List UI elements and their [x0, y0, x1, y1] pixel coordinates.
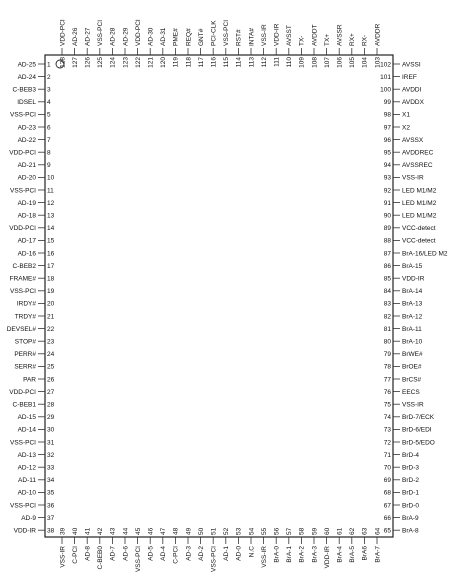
- right-pin-98-number: 98: [383, 111, 391, 119]
- top-pin-105-label: RX+: [349, 33, 357, 46]
- right-pin-99-label: AVDDX: [402, 99, 424, 107]
- top-pin-122-label: VDD-PCI: [134, 19, 142, 46]
- right-pin-101-number: 101: [380, 73, 391, 81]
- bottom-pin-59-label: BrA-3: [311, 546, 319, 563]
- left-pin-17-label: C-BEB2: [12, 262, 36, 270]
- bottom-pin-40-number: 40: [71, 527, 79, 535]
- top-pin-124-label: AD-28: [109, 27, 117, 46]
- right-pin-86-number: 86: [383, 262, 391, 270]
- bottom-pin-41-label: AD-8: [84, 546, 92, 561]
- left-pin-9-label: AD-21: [17, 162, 36, 170]
- top-pin-111-number: 111: [273, 57, 281, 67]
- bottom-pin-49-number: 49: [185, 527, 193, 535]
- right-pin-73-number: 73: [383, 426, 391, 434]
- bottom-pin-62-number: 62: [349, 527, 357, 535]
- right-pin-75-number: 75: [383, 401, 391, 409]
- right-pin-98-label: X1: [402, 111, 410, 119]
- bottom-pin-63-label: BrA6: [361, 546, 369, 561]
- top-pin-104-number: 104: [361, 57, 369, 68]
- top-pin-124-number: 124: [109, 57, 117, 68]
- left-pin-34-label: AD-11: [18, 477, 36, 485]
- right-pin-67-number: 67: [383, 502, 391, 510]
- bottom-pin-64-label: BrA-7: [374, 546, 382, 563]
- bottom-pin-50-label: AD-2: [197, 546, 205, 561]
- right-pin-89-label: VCC-detect: [402, 225, 436, 233]
- right-pin-73-label: BrD-6/EDI: [402, 426, 432, 434]
- left-pin-24-label: PERR#: [14, 351, 36, 359]
- right-pin-87-number: 87: [383, 250, 391, 258]
- top-pin-110-label: AVSST: [286, 25, 294, 46]
- bottom-pin-43-number: 43: [109, 527, 117, 535]
- left-pin-8-label: VDD-PCI: [9, 149, 36, 157]
- top-pin-121-label: AD-30: [147, 27, 155, 46]
- top-pin-125-label: VSS-PCI: [97, 19, 105, 46]
- top-pin-112-number: 112: [260, 57, 268, 68]
- left-pin-36-number: 36: [47, 502, 55, 510]
- right-pin-96-label: AVSSX: [402, 136, 424, 144]
- left-pin-33-number: 33: [47, 464, 55, 472]
- top-pin-116-number: 116: [210, 57, 218, 68]
- right-pin-97-label: X2: [402, 124, 410, 132]
- bottom-pin-54-label: N.C: [248, 546, 256, 558]
- bottom-pin-57-number: 57: [286, 527, 294, 535]
- bottom-pin-56-number: 56: [273, 527, 281, 535]
- bottom-pin-51-number: 51: [210, 527, 218, 535]
- left-pin-12-label: AD-19: [17, 199, 36, 207]
- right-pin-87-label: BrA-16/LED M2: [402, 250, 448, 258]
- top-pin-123-number: 123: [122, 57, 130, 68]
- right-pin-102-label: AVSSI: [402, 61, 421, 69]
- left-pin-35-number: 35: [47, 489, 55, 497]
- top-pin-107-number: 107: [323, 57, 331, 68]
- top-pin-109-number: 109: [298, 57, 306, 68]
- bottom-pin-43-label: AD-7: [109, 546, 117, 561]
- left-pin-3-label: C-BEB3: [12, 86, 36, 94]
- bottom-pin-47-number: 47: [160, 527, 168, 535]
- left-pin-30-label: AD-14: [17, 426, 36, 434]
- left-pin-16-number: 16: [47, 250, 55, 258]
- right-pin-70-number: 70: [383, 464, 391, 472]
- right-pin-68-label: BrD-1: [402, 489, 419, 497]
- right-pin-94-label: AVSSREC: [402, 162, 433, 170]
- bottom-pin-63-number: 63: [361, 527, 369, 535]
- bottom-pin-56-label: BrA-0: [273, 546, 281, 563]
- left-pin-14-label: VDD-PCI: [9, 225, 36, 233]
- bottom-pin-55-label: VSS-IR: [260, 546, 268, 568]
- top-pin-107-label: TX+: [323, 33, 331, 46]
- bottom-pin-52-label: AD-1: [223, 546, 231, 561]
- left-pin-4-label: IDSEL: [17, 99, 36, 107]
- top-pin-126-label: AD-27: [84, 27, 92, 46]
- left-pin-10-number: 10: [47, 174, 55, 182]
- left-pin-15-label: AD-17: [17, 237, 36, 245]
- left-pin-5-number: 5: [47, 111, 51, 119]
- left-pin-22-number: 22: [47, 325, 55, 333]
- right-pin-75-label: VSS-IR: [402, 401, 424, 409]
- left-pin-26-label: PAR: [23, 376, 36, 384]
- bottom-pin-41-number: 41: [84, 527, 92, 535]
- right-pin-101-label: IREF: [402, 73, 417, 81]
- right-pin-90-label: LED M1/M2: [402, 212, 437, 220]
- right-pin-77-label: BrCS#: [402, 376, 422, 384]
- right-pin-78-label: BrOE#: [402, 363, 422, 371]
- left-pin-3-number: 3: [47, 86, 51, 94]
- bottom-pin-49-label: AD-3: [185, 546, 193, 561]
- left-pin-20-number: 20: [47, 300, 55, 308]
- left-pin-21-number: 21: [47, 313, 55, 321]
- bottom-pin-58-label: BrA-2: [298, 546, 306, 563]
- bottom-pin-48-label: C-PCI: [172, 546, 180, 564]
- left-pin-31-number: 31: [47, 439, 55, 447]
- left-pin-10-label: AD-20: [17, 174, 36, 182]
- left-pin-8-number: 8: [47, 149, 51, 157]
- bottom-pin-44-number: 44: [122, 527, 130, 535]
- bottom-pin-39-number: 39: [59, 527, 67, 535]
- top-pin-128-number: 128: [59, 57, 67, 68]
- top-pin-118-label: REQ#: [185, 28, 193, 46]
- bottom-pin-39-label: VSS-IR: [59, 546, 67, 568]
- left-pin-18-label: FRAME#: [9, 275, 36, 283]
- left-pin-7-label: AD-22: [17, 136, 36, 144]
- top-pin-110-number: 110: [286, 57, 294, 68]
- left-pin-16-label: AD-16: [17, 250, 36, 258]
- top-pin-121-number: 121: [147, 57, 155, 68]
- bottom-pin-46-number: 46: [147, 527, 155, 535]
- top-pin-111-label: VDD-IR: [273, 23, 281, 46]
- top-pin-115-label: VSS-PCI: [223, 19, 231, 46]
- right-pin-92-label: LED M1/M2: [402, 187, 437, 195]
- top-pin-122-number: 122: [134, 57, 142, 68]
- right-pin-84-label: BrA-14: [402, 288, 423, 296]
- bottom-pin-62-label: BrA-5: [349, 546, 357, 563]
- right-pin-85-label: VDD-IR: [402, 275, 425, 283]
- left-pin-13-label: AD-18: [17, 212, 36, 220]
- left-pin-19-number: 19: [47, 288, 55, 296]
- bottom-pin-47-label: AD-4: [160, 546, 168, 561]
- left-pin-36-label: VSS-PCI: [9, 502, 36, 510]
- bottom-pin-59-number: 59: [311, 527, 319, 535]
- right-pin-70-label: BrD-3: [402, 464, 419, 472]
- right-pin-90-number: 90: [383, 212, 391, 220]
- right-pin-69-number: 69: [383, 477, 391, 485]
- right-pin-67-label: BrD-0: [402, 502, 419, 510]
- right-pin-78-number: 78: [383, 363, 391, 371]
- right-pin-91-label: LED M1/M2: [402, 199, 437, 207]
- left-pin-27-label: VDD-PCI: [9, 388, 36, 396]
- right-pin-66-number: 66: [383, 514, 391, 522]
- bottom-pin-48-number: 48: [172, 527, 180, 535]
- top-pin-114-label: RST#: [235, 29, 243, 46]
- top-pin-114-number: 114: [235, 57, 243, 68]
- right-pin-86-label: BrA-15: [402, 262, 423, 270]
- bottom-pin-58-number: 58: [298, 527, 306, 535]
- right-pin-83-number: 83: [383, 300, 391, 308]
- top-pin-118-number: 118: [185, 57, 193, 68]
- top-pin-115-number: 115: [223, 57, 231, 68]
- left-pin-31-label: VSS-PCI: [9, 439, 36, 447]
- bottom-pin-60-label: VDD-IR: [323, 546, 331, 569]
- right-pin-74-label: BrD-7/ECK: [402, 414, 435, 422]
- left-pin-11-number: 11: [47, 187, 54, 195]
- right-pin-91-number: 91: [383, 199, 391, 207]
- left-pin-22-label: DEVSEL#: [6, 325, 36, 333]
- right-pin-97-number: 97: [383, 124, 391, 132]
- left-pin-17-number: 17: [47, 262, 55, 270]
- top-pin-120-label: AD-31: [160, 27, 168, 46]
- left-pin-1-number: 1: [47, 61, 51, 69]
- bottom-pin-61-label: BrA-4: [336, 546, 344, 563]
- bottom-pin-50-number: 50: [197, 527, 205, 535]
- right-pin-82-number: 82: [383, 313, 391, 321]
- top-pin-128-label: VDD-PCI: [59, 19, 67, 46]
- right-pin-100-number: 100: [380, 86, 391, 94]
- top-pin-119-label: PME#: [172, 28, 180, 46]
- left-pin-13-number: 13: [47, 212, 55, 220]
- right-pin-94-number: 94: [383, 162, 391, 170]
- left-pin-23-number: 23: [47, 338, 55, 346]
- right-pin-92-number: 92: [383, 187, 391, 195]
- top-pin-108-label: AVDDT: [311, 24, 319, 46]
- top-pin-108-number: 108: [311, 57, 319, 68]
- top-pin-117-label: GNT#: [197, 28, 205, 46]
- top-pin-106-number: 106: [336, 57, 344, 68]
- right-pin-93-label: VSS-IR: [402, 174, 424, 182]
- right-pin-79-label: BrWE#: [402, 351, 423, 359]
- right-pin-81-label: BrA-11: [402, 325, 422, 333]
- right-pin-72-number: 72: [383, 439, 391, 447]
- left-pin-38-number: 38: [47, 527, 55, 535]
- right-pin-99-number: 99: [383, 99, 391, 107]
- bottom-pin-52-number: 52: [223, 527, 231, 535]
- right-pin-65-label: BrA-8: [402, 527, 419, 535]
- right-pin-95-number: 95: [383, 149, 391, 157]
- left-pin-14-number: 14: [47, 225, 55, 233]
- right-pin-80-number: 80: [383, 338, 391, 346]
- left-pin-2-label: AD-24: [17, 73, 36, 81]
- top-pin-116-label: PCI-CLK: [210, 20, 218, 46]
- bottom-pin-46-label: AD-5: [147, 546, 155, 561]
- right-pin-88-label: VCC-detect: [402, 237, 436, 245]
- right-pin-83-label: BrA-13: [402, 300, 423, 308]
- left-pin-1-label: AD-25: [17, 61, 36, 69]
- left-pin-29-label: AD-15: [17, 414, 36, 422]
- left-pin-30-number: 30: [47, 426, 55, 434]
- bottom-pin-51-label: VSS-PCI: [210, 546, 218, 573]
- top-pin-127-number: 127: [71, 57, 79, 68]
- left-pin-19-label: VSS-PCI: [9, 288, 36, 296]
- left-pin-28-number: 28: [47, 401, 55, 409]
- right-pin-72-label: BrD-5/EDO: [402, 439, 435, 447]
- top-pin-105-number: 105: [349, 57, 357, 68]
- top-pin-112-label: VSS-IR: [260, 24, 268, 46]
- left-pin-37-number: 37: [47, 514, 55, 522]
- bottom-pin-57-label: BrA-1: [286, 546, 294, 563]
- top-pin-123-label: AD-29: [122, 27, 130, 46]
- bottom-pin-45-label: VSS-PCI: [134, 546, 142, 573]
- bottom-pin-42-number: 42: [97, 527, 105, 535]
- right-pin-71-label: BrD-4: [402, 451, 419, 459]
- right-pin-85-number: 85: [383, 275, 391, 283]
- left-pin-32-label: AD-13: [17, 451, 36, 459]
- left-pin-9-number: 9: [47, 162, 51, 170]
- right-pin-69-label: BrD-2: [402, 477, 419, 485]
- top-pin-104-label: RX-: [361, 34, 369, 46]
- top-pin-120-number: 120: [160, 57, 168, 68]
- left-pin-25-number: 25: [47, 363, 55, 371]
- left-pin-34-number: 34: [47, 477, 55, 485]
- left-pin-38-label: VDD-IR: [13, 527, 36, 535]
- left-pin-28-label: C-BEB1: [12, 401, 36, 409]
- left-pin-2-number: 2: [47, 73, 51, 81]
- right-pin-95-label: AVDDREC: [402, 149, 434, 157]
- top-pin-127-label: AD-26: [71, 27, 79, 46]
- top-pin-125-number: 125: [97, 57, 105, 68]
- left-pin-33-label: AD-12: [17, 464, 36, 472]
- right-pin-71-number: 71: [383, 451, 391, 459]
- top-pin-109-label: TX-: [298, 35, 306, 46]
- bottom-pin-40-label: C-PCI: [71, 546, 79, 564]
- bottom-pin-64-number: 64: [374, 527, 382, 535]
- bottom-pin-53-number: 53: [235, 527, 243, 535]
- right-pin-74-number: 74: [383, 414, 391, 422]
- left-pin-29-number: 29: [47, 414, 55, 422]
- bottom-pin-55-number: 55: [260, 527, 268, 535]
- bottom-pin-60-number: 60: [323, 527, 331, 535]
- chip-body: [45, 55, 393, 537]
- right-pin-100-label: AVDDI: [402, 86, 422, 94]
- right-pin-102-number: 102: [380, 61, 391, 69]
- right-pin-93-number: 93: [383, 174, 391, 182]
- right-pin-66-label: BrA-9: [402, 514, 419, 522]
- left-pin-26-number: 26: [47, 376, 55, 384]
- left-pin-21-label: TRDY#: [14, 313, 36, 321]
- bottom-pin-53-label: AD-0: [235, 546, 243, 561]
- bottom-pin-61-number: 61: [336, 527, 344, 535]
- right-pin-82-label: BrA-12: [402, 313, 423, 321]
- left-pin-7-number: 7: [47, 136, 51, 144]
- top-pin-119-number: 119: [172, 57, 180, 68]
- right-pin-89-number: 89: [383, 225, 391, 233]
- left-pin-12-number: 12: [47, 199, 55, 207]
- right-pin-65-number: 65: [383, 527, 391, 535]
- left-pin-11-label: VSS-PCI: [9, 187, 36, 195]
- left-pin-18-number: 18: [47, 275, 55, 283]
- left-pin-37-label: AD-9: [21, 514, 36, 522]
- left-pin-4-number: 4: [47, 99, 51, 107]
- top-pin-126-number: 126: [84, 57, 92, 68]
- top-pin-103-number: 103: [374, 57, 382, 68]
- left-pin-5-label: VSS-PCI: [9, 111, 36, 119]
- bottom-pin-44-label: AD-6: [122, 546, 130, 561]
- left-pin-24-number: 24: [47, 351, 55, 359]
- right-pin-76-number: 76: [383, 388, 391, 396]
- right-pin-88-number: 88: [383, 237, 391, 245]
- right-pin-81-number: 81: [383, 325, 391, 333]
- left-pin-27-number: 27: [47, 388, 55, 396]
- left-pin-35-label: AD-10: [17, 489, 36, 497]
- right-pin-80-label: BrA-10: [402, 338, 423, 346]
- top-pin-113-number: 113: [248, 56, 256, 68]
- top-pin-106-label: AVSSR: [336, 24, 344, 46]
- right-pin-77-number: 77: [383, 376, 391, 384]
- right-pin-79-number: 79: [383, 351, 391, 359]
- left-pin-20-label: IRDY#: [16, 300, 36, 308]
- left-pin-25-label: SERR#: [14, 363, 36, 371]
- left-pin-6-number: 6: [47, 124, 51, 132]
- top-pin-117-number: 117: [197, 57, 205, 68]
- right-pin-96-number: 96: [383, 136, 391, 144]
- left-pin-32-number: 32: [47, 451, 55, 459]
- left-pin-6-label: AD-23: [17, 124, 36, 132]
- bottom-pin-45-number: 45: [134, 527, 142, 535]
- left-pin-15-number: 15: [47, 237, 55, 245]
- top-pin-113-label: INTA#: [248, 28, 256, 46]
- right-pin-84-number: 84: [383, 288, 391, 296]
- top-pin-103-label: AVDDR: [374, 23, 382, 46]
- right-pin-68-number: 68: [383, 489, 391, 497]
- right-pin-76-label: EECS: [402, 388, 420, 396]
- bottom-pin-54-number: 54: [248, 527, 256, 535]
- left-pin-23-label: STOP#: [14, 338, 36, 346]
- bottom-pin-42-label: C-BEB0: [97, 546, 105, 570]
